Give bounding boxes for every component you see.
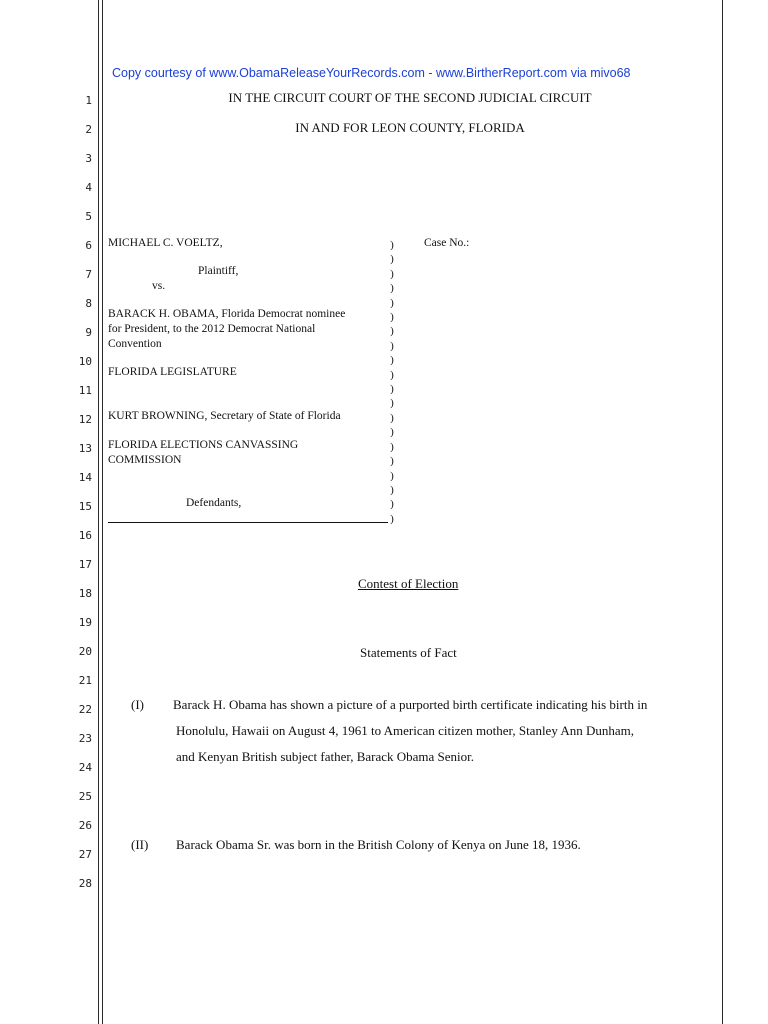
section-heading: Statements of Fact bbox=[360, 645, 457, 660]
defendant-legislature: FLORIDA LEGISLATURE bbox=[108, 366, 237, 378]
caption-paren: ) bbox=[390, 239, 394, 251]
court-heading-line-1: IN THE CIRCUIT COURT OF THE SECOND JUDICIAL CIRCUIT bbox=[228, 90, 592, 105]
line-number: 2 bbox=[85, 123, 92, 136]
defendant-obama-line-1: BARACK H. OBAMA, Florida Democrat nominee bbox=[108, 308, 346, 320]
caption-paren: ) bbox=[390, 383, 394, 396]
line-number: 12 bbox=[78, 413, 92, 426]
caption-paren: ) bbox=[390, 296, 394, 309]
caption-paren: ) bbox=[390, 426, 394, 439]
plaintiff-name: MICHAEL C. VOELTZ, bbox=[108, 237, 223, 249]
line-number: 27 bbox=[78, 848, 92, 861]
line-number: 4 bbox=[85, 181, 92, 194]
caption-paren: ) bbox=[390, 469, 394, 482]
caption-paren: ) bbox=[390, 455, 394, 468]
fact-line: Honolulu, Hawaii on August 4, 1961 to American citizen mother, Stanley Ann Dunham, bbox=[176, 723, 635, 738]
line-number: 21 bbox=[78, 674, 92, 687]
line-number: 20 bbox=[78, 645, 92, 658]
defendant-obama-line-3: Convention bbox=[108, 338, 162, 350]
defendant-browning: KURT BROWNING, Secretary of State of Florida bbox=[108, 410, 341, 422]
caption-parentheses-column bbox=[388, 238, 396, 526]
courtesy-watermark-line: Copy courtesy of www.ObamaReleaseYourRecords.com - www.BirtherReport.com via mivo68 bbox=[112, 66, 631, 80]
defendant-obama-line-2: for President, to the 2012 Democrat National bbox=[108, 323, 316, 335]
caption-paren: ) bbox=[390, 440, 394, 453]
defendants-label: Defendants, bbox=[186, 497, 242, 509]
caption-paren: ) bbox=[390, 311, 394, 324]
line-number: 5 bbox=[85, 210, 92, 223]
right-margin-rule bbox=[722, 0, 723, 1024]
line-number: 6 bbox=[85, 239, 92, 252]
caption-paren: ) bbox=[390, 253, 394, 266]
line-number: 25 bbox=[78, 790, 92, 803]
caption-paren: ) bbox=[390, 282, 394, 295]
line-number: 22 bbox=[78, 703, 92, 716]
line-number: 7 bbox=[85, 268, 92, 281]
caption-paren: ) bbox=[390, 339, 394, 352]
fact-number: (II) bbox=[131, 837, 149, 852]
caption-paren: ) bbox=[390, 397, 394, 410]
line-number: 16 bbox=[78, 529, 92, 542]
line-number: 17 bbox=[78, 558, 92, 571]
line-number: 10 bbox=[78, 355, 92, 368]
line-number: 13 bbox=[78, 442, 92, 455]
fact-line: and Kenyan British subject father, Barack Obama Senior. bbox=[176, 749, 475, 764]
caption-paren: ) bbox=[390, 411, 394, 424]
plaintiff-label: Plaintiff, bbox=[198, 265, 239, 277]
caption-paren: ) bbox=[390, 498, 394, 511]
line-number: 9 bbox=[85, 326, 92, 339]
line-number: 19 bbox=[78, 616, 92, 629]
caption-paren: ) bbox=[390, 512, 394, 525]
caption-paren: ) bbox=[390, 267, 394, 280]
line-number: 26 bbox=[78, 819, 92, 832]
line-number: 24 bbox=[78, 761, 92, 774]
line-number: 11 bbox=[78, 384, 92, 397]
fact-line: Barack Obama Sr. was born in the British Colony of Kenya on June 18, 1936. bbox=[176, 837, 581, 852]
versus-label: vs. bbox=[152, 280, 166, 292]
line-number: 15 bbox=[78, 500, 92, 513]
caption-paren: ) bbox=[390, 483, 394, 496]
left-margin-rule-inner bbox=[102, 0, 103, 1024]
left-margin-rule-outer bbox=[98, 0, 99, 1024]
defendant-canvassing-line-2: COMMISSION bbox=[108, 454, 182, 466]
defendant-canvassing-line-1: FLORIDA ELECTIONS CANVASSING bbox=[108, 439, 299, 451]
document-title: Contest of Election bbox=[358, 576, 459, 591]
fact-number: (I) bbox=[131, 697, 144, 712]
caption-paren: ) bbox=[390, 325, 394, 338]
line-number: 23 bbox=[78, 732, 92, 745]
case-number-label: Case No.: bbox=[424, 237, 470, 249]
court-heading-line-2: IN AND FOR LEON COUNTY, FLORIDA bbox=[295, 120, 525, 135]
line-number: 18 bbox=[78, 587, 92, 600]
line-number: 1 bbox=[85, 94, 92, 107]
fact-line: Barack H. Obama has shown a picture of a purported birth certificate indicating his birth in bbox=[173, 697, 648, 712]
caption-paren: ) bbox=[390, 354, 394, 367]
caption-underline bbox=[108, 522, 388, 523]
caption-paren: ) bbox=[390, 368, 394, 381]
line-number: 3 bbox=[85, 152, 92, 165]
line-number: 28 bbox=[78, 877, 92, 890]
line-number: 14 bbox=[78, 471, 92, 484]
line-number: 8 bbox=[85, 297, 92, 310]
